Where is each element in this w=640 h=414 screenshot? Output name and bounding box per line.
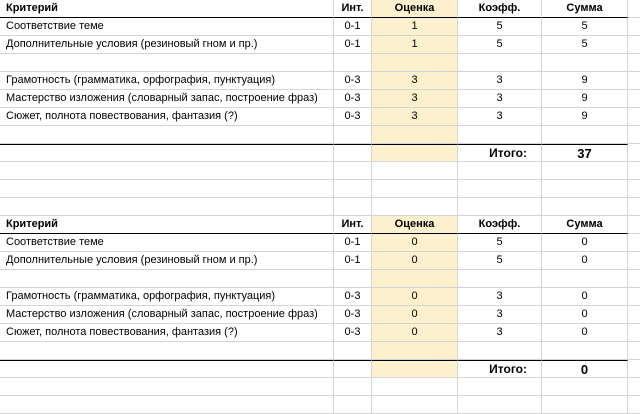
header-criterion[interactable]: Критерий [0,216,334,234]
table-row-criterion[interactable]: Сюжет, полнота повествования, фантазия (?) [0,108,334,126]
table-row-sum[interactable]: 9 [542,90,628,108]
table-row-sum[interactable] [542,54,628,72]
table-row-criterion[interactable]: Грамотность (грамматика, орфография, пунктуация) [0,288,334,306]
empty-cell[interactable] [372,342,458,360]
empty-cell[interactable] [0,180,334,198]
empty-cell[interactable] [628,360,640,378]
header-sum[interactable]: Сумма [542,216,628,234]
table-row-coef[interactable]: 5 [458,18,542,36]
table-row-score[interactable] [372,270,458,288]
table-row-interval[interactable]: 0-3 [334,108,372,126]
header-score[interactable]: Оценка [372,0,458,18]
table-row-criterion[interactable]: Мастерство изложения (словарный запас, построение фраз) [0,306,334,324]
empty-cell[interactable] [628,234,640,252]
header-coef[interactable]: Коэфф. [458,216,542,234]
table-row-coef[interactable]: 3 [458,108,542,126]
empty-cell[interactable] [334,342,372,360]
empty-cell[interactable] [372,162,458,180]
empty-cell[interactable] [0,396,334,414]
empty-cell[interactable] [628,216,640,234]
total-label[interactable]: Итого: [458,144,542,162]
table-row-score[interactable]: 3 [372,108,458,126]
header-score[interactable]: Оценка [372,216,458,234]
empty-cell[interactable] [628,288,640,306]
table-row-criterion[interactable]: Сюжет, полнота повествования, фантазия (?) [0,324,334,342]
empty-cell[interactable] [542,126,628,144]
table-row-criterion[interactable] [0,54,334,72]
table-row-criterion[interactable]: Мастерство изложения (словарный запас, построение фраз) [0,90,334,108]
table-row-score[interactable]: 0 [372,306,458,324]
empty-cell[interactable] [334,360,372,378]
header-criterion[interactable]: Критерий [0,0,334,18]
table-row-coef[interactable]: 3 [458,324,542,342]
empty-cell[interactable] [628,198,640,216]
empty-cell[interactable] [372,360,458,378]
empty-cell[interactable] [0,162,334,180]
empty-cell[interactable] [334,198,372,216]
empty-cell[interactable] [0,342,334,360]
table-row-interval[interactable] [334,270,372,288]
table-row-interval[interactable]: 0-1 [334,252,372,270]
table-row-coef[interactable]: 5 [458,252,542,270]
empty-cell[interactable] [628,18,640,36]
empty-cell[interactable] [542,162,628,180]
header-sum[interactable]: Сумма [542,0,628,18]
table-row-criterion[interactable]: Грамотность (грамматика, орфография, пунктуация) [0,72,334,90]
empty-cell[interactable] [542,396,628,414]
empty-cell[interactable] [628,270,640,288]
empty-cell[interactable] [542,378,628,396]
table-row-sum[interactable]: 0 [542,324,628,342]
empty-cell[interactable] [334,162,372,180]
empty-cell[interactable] [628,324,640,342]
empty-cell[interactable] [334,378,372,396]
table-row-criterion[interactable]: Дополнительные условия (резиновый гном и пр.) [0,36,334,54]
empty-cell[interactable] [628,342,640,360]
table-row-score[interactable]: 1 [372,36,458,54]
table-row-score[interactable]: 0 [372,234,458,252]
table-row-sum[interactable] [542,270,628,288]
table-row-score[interactable]: 0 [372,252,458,270]
table-row-sum[interactable]: 5 [542,36,628,54]
empty-cell[interactable] [628,378,640,396]
table-row-score[interactable]: 3 [372,90,458,108]
empty-cell[interactable] [628,396,640,414]
empty-cell[interactable] [372,126,458,144]
table-row-coef[interactable]: 3 [458,90,542,108]
empty-cell[interactable] [372,144,458,162]
empty-cell[interactable] [458,162,542,180]
table-row-score[interactable]: 1 [372,18,458,36]
table-row-criterion[interactable]: Дополнительные условия (резиновый гном и пр.) [0,252,334,270]
table-row-sum[interactable]: 0 [542,288,628,306]
empty-cell[interactable] [542,342,628,360]
table-row-interval[interactable]: 0-3 [334,306,372,324]
empty-cell[interactable] [0,126,334,144]
empty-cell[interactable] [628,162,640,180]
table-row-interval[interactable]: 0-3 [334,72,372,90]
table-row-sum[interactable]: 0 [542,252,628,270]
empty-cell[interactable] [334,396,372,414]
header-interval[interactable]: Инт. [334,0,372,18]
table-row-sum[interactable]: 5 [542,18,628,36]
empty-cell[interactable] [628,144,640,162]
empty-cell[interactable] [628,90,640,108]
table-row-score[interactable] [372,54,458,72]
empty-cell[interactable] [628,36,640,54]
empty-cell[interactable] [0,198,334,216]
empty-cell[interactable] [458,342,542,360]
empty-cell[interactable] [628,0,640,18]
table-row-interval[interactable]: 0-1 [334,234,372,252]
table-row-score[interactable]: 0 [372,324,458,342]
table-row-score[interactable]: 0 [372,288,458,306]
empty-cell[interactable] [458,396,542,414]
table-row-coef[interactable] [458,54,542,72]
empty-cell[interactable] [628,54,640,72]
table-row-coef[interactable]: 3 [458,288,542,306]
header-coef[interactable]: Коэфф. [458,0,542,18]
total-value[interactable]: 0 [542,360,628,378]
empty-cell[interactable] [628,306,640,324]
table-row-criterion[interactable] [0,270,334,288]
table-row-coef[interactable] [458,270,542,288]
empty-cell[interactable] [372,180,458,198]
table-row-coef[interactable]: 5 [458,36,542,54]
table-row-score[interactable]: 3 [372,72,458,90]
empty-cell[interactable] [628,72,640,90]
empty-cell[interactable] [0,360,334,378]
empty-cell[interactable] [372,198,458,216]
table-row-interval[interactable]: 0-3 [334,90,372,108]
total-value[interactable]: 37 [542,144,628,162]
table-row-sum[interactable]: 0 [542,234,628,252]
table-row-criterion[interactable]: Соответствие теме [0,18,334,36]
total-label[interactable]: Итого: [458,360,542,378]
empty-cell[interactable] [542,180,628,198]
empty-cell[interactable] [628,108,640,126]
table-row-interval[interactable]: 0-1 [334,36,372,54]
empty-cell[interactable] [334,144,372,162]
empty-cell[interactable] [372,396,458,414]
table-row-sum[interactable]: 0 [542,306,628,324]
table-row-interval[interactable] [334,54,372,72]
table-row-criterion[interactable]: Соответствие теме [0,234,334,252]
empty-cell[interactable] [628,180,640,198]
table-row-interval[interactable]: 0-3 [334,324,372,342]
empty-cell[interactable] [458,126,542,144]
empty-cell[interactable] [458,198,542,216]
empty-cell[interactable] [334,180,372,198]
empty-cell[interactable] [334,126,372,144]
table-row-coef[interactable]: 3 [458,72,542,90]
empty-cell[interactable] [542,198,628,216]
empty-cell[interactable] [458,180,542,198]
empty-cell[interactable] [628,252,640,270]
empty-cell[interactable] [628,126,640,144]
header-interval[interactable]: Инт. [334,216,372,234]
table-row-interval[interactable]: 0-3 [334,288,372,306]
table-row-sum[interactable]: 9 [542,72,628,90]
empty-cell[interactable] [0,144,334,162]
empty-cell[interactable] [372,378,458,396]
table-row-coef[interactable]: 5 [458,234,542,252]
empty-cell[interactable] [0,378,334,396]
table-row-coef[interactable]: 3 [458,306,542,324]
empty-cell[interactable] [458,378,542,396]
table-row-interval[interactable]: 0-1 [334,18,372,36]
table-row-sum[interactable]: 9 [542,108,628,126]
